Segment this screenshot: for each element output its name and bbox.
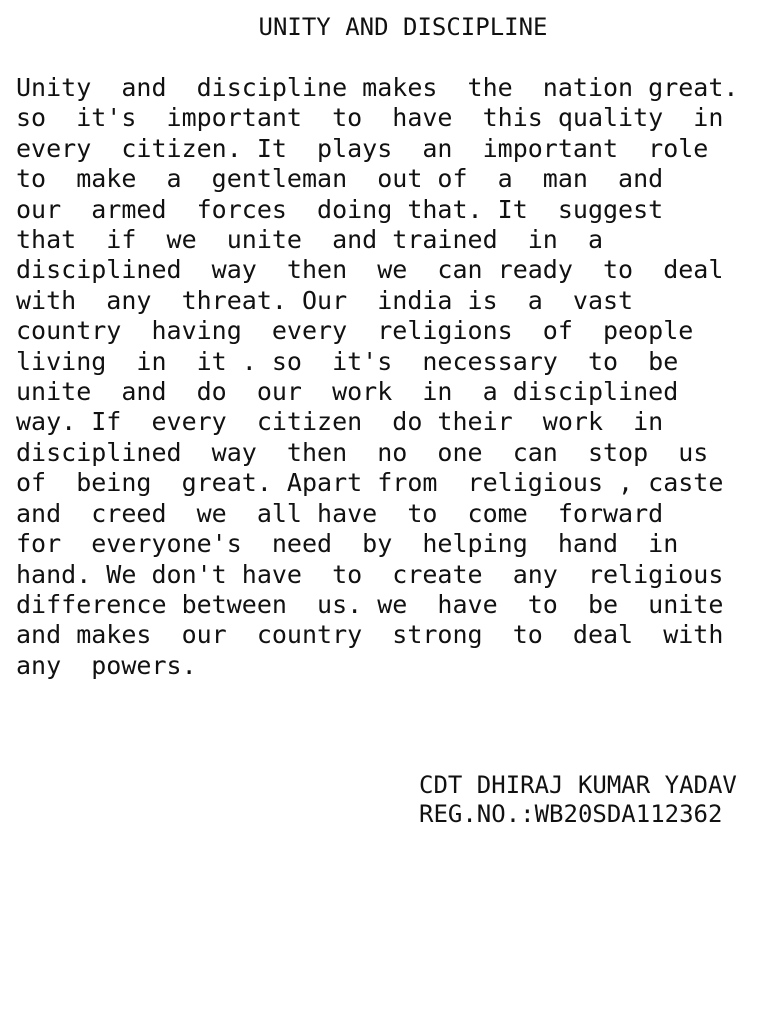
essay-line: hand. We don't have to create any religious xyxy=(16,559,724,589)
essay-line: with any threat. Our india is a vast xyxy=(16,285,634,315)
essay-body xyxy=(16,73,738,681)
essay-line: to make a gentleman out of a man and xyxy=(16,164,664,194)
essay-line: unite and do our work in a disciplined xyxy=(16,377,679,407)
essay-line: our armed forces doing that. It suggest xyxy=(16,194,664,224)
signature-name: CDT DHIRAJ KUMAR YADAV xyxy=(419,771,737,799)
essay-line: disciplined way then we can ready to deal xyxy=(16,255,724,285)
registration-number: REG.NO.:WB20SDA112362 xyxy=(419,800,723,828)
essay-title: UNITY AND DISCIPLINE xyxy=(258,13,548,41)
essay-line: way. If every citizen do their work in xyxy=(16,407,664,437)
essay-line: for everyone's need by helping hand in xyxy=(16,529,679,559)
essay-line: and creed we all have to come forward xyxy=(16,498,664,528)
signature-block xyxy=(419,771,737,829)
essay-line: disciplined way then no one can stop us xyxy=(16,437,709,467)
essay-line: any powers. xyxy=(16,650,197,680)
essay-line: that if we unite and trained in a xyxy=(16,225,603,255)
essay-line: so it's important to have this quality in xyxy=(16,103,724,133)
essay-line: difference between us. we have to be unite xyxy=(16,589,724,619)
essay-line: of being great. Apart from religious , caste xyxy=(16,468,724,498)
essay-line: living in it . so it's necessary to be xyxy=(16,346,679,376)
essay-line: every citizen. It plays an important role xyxy=(16,133,709,163)
essay-line: and makes our country strong to deal with xyxy=(16,620,724,650)
essay-line: Unity and discipline makes the nation great. xyxy=(16,73,739,102)
essay-line: country having every religions of people xyxy=(16,316,694,346)
